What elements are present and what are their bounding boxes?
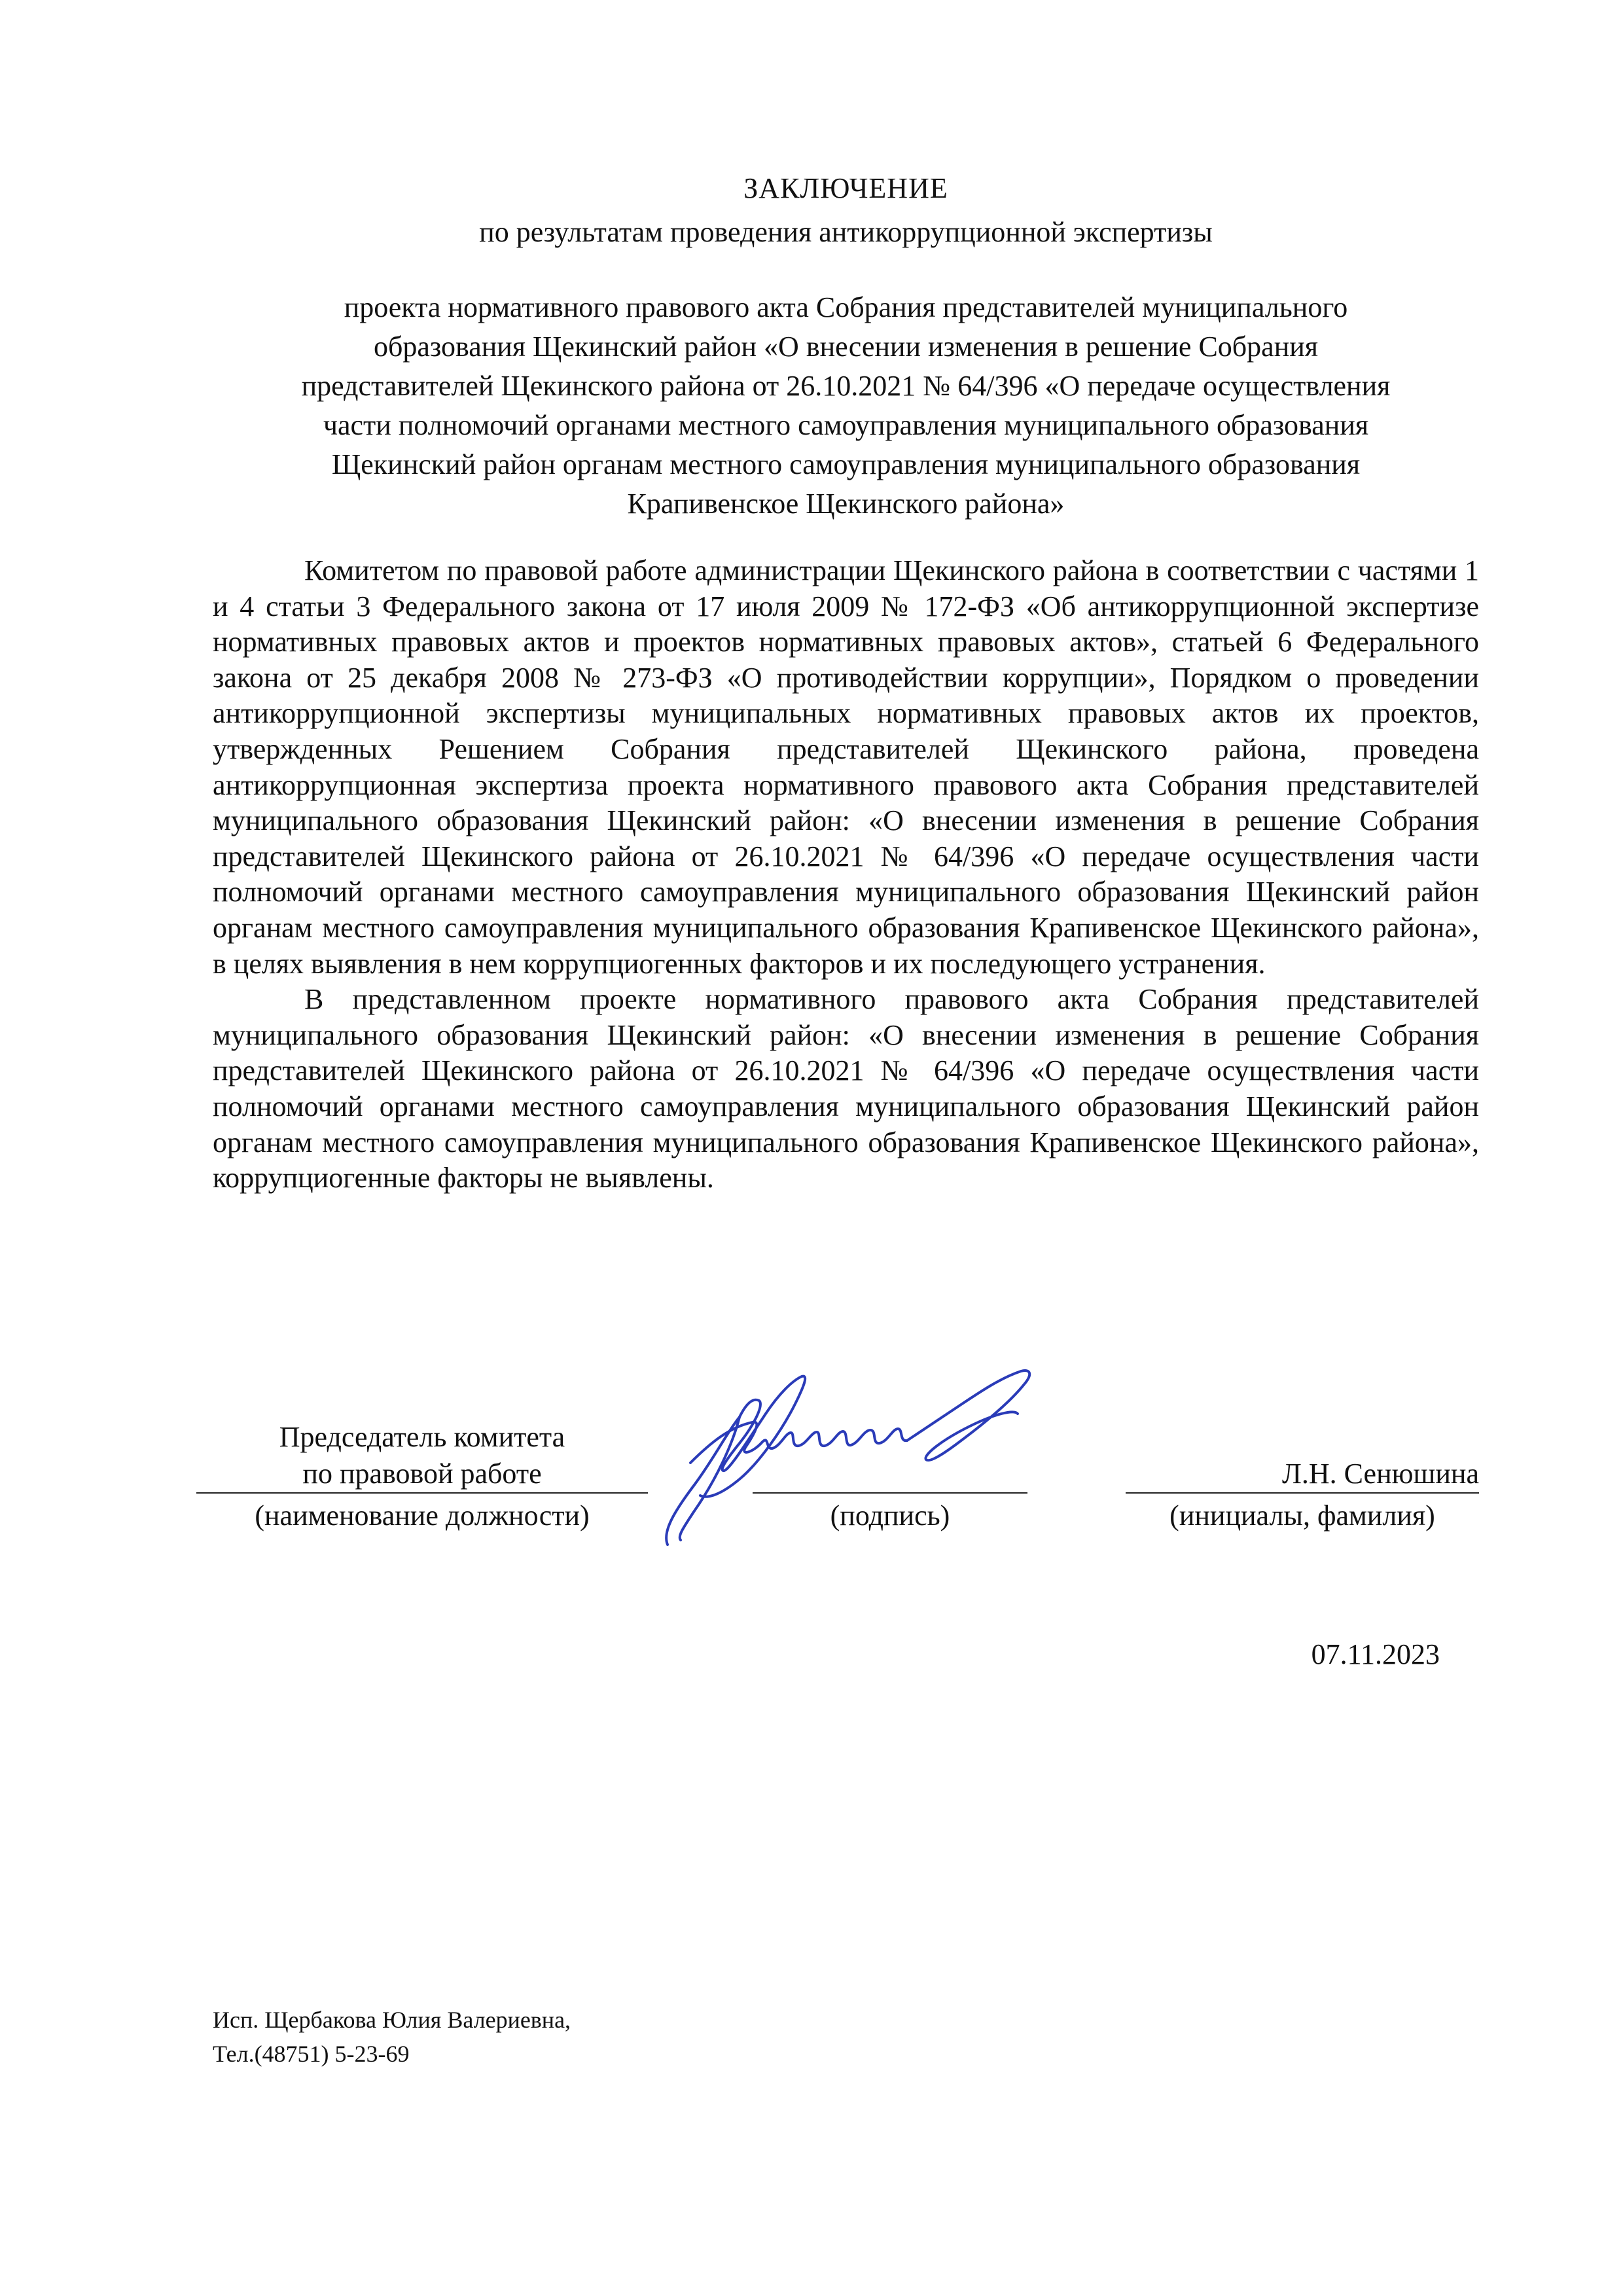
executor-phone: Тел.(48751) 5-23-69 <box>213 2041 410 2067</box>
project-line: части полномочий органами местного самоуправления муниципального образования <box>323 409 1369 441</box>
signature-caption: (подпись) <box>830 1499 950 1532</box>
project-line: Крапивенское Щекинского района» <box>627 488 1065 520</box>
project-line: Щекинский район органам местного самоуправления муниципального образования <box>331 448 1361 480</box>
handwritten-signature <box>654 1365 1113 1561</box>
position-line-2: по правовой работе <box>302 1458 542 1490</box>
executor-name: Исп. Щербакова Юлия Валериевна, <box>213 2007 571 2033</box>
document-title: ЗАКЛЮЧЕНИЕ <box>743 172 948 204</box>
document-date: 07.11.2023 <box>1311 1638 1440 1670</box>
name-caption: (инициалы, фамилия) <box>1169 1499 1435 1532</box>
project-title <box>213 288 1479 524</box>
position-line-1: Председатель комитета <box>279 1421 565 1453</box>
project-line: проекта нормативного правового акта Собрания представителей муниципального <box>344 291 1348 323</box>
document-body <box>213 553 1479 1196</box>
project-line: представителей Щекинского района от 26.10.2021 № 64/396 «О передаче осуществления <box>301 370 1391 402</box>
signatory-position <box>196 1420 648 1534</box>
signatory-name: Л.Н. Сенюшина <box>1282 1458 1479 1490</box>
body-paragraph-2: В представленном проекте нормативного правового акта Собрания представителей муниципального образования Щекинский район: «О внесении изменения в решение Собрания представителей Щекинского района от 26.10.2021 № 64/396 «О передаче осуществления части полномочий органами местного самоуправления муниципального образования Щекинский район органам местного самоуправления муниципального образования Крапивенское Щекинского района», коррупциогенные факторы не выявлены. <box>213 983 1479 1194</box>
project-line: образования Щекинский район «О внесении изменения в решение Собрания <box>373 331 1319 363</box>
position-caption: (наименование должности) <box>255 1499 590 1532</box>
signatory-name-field <box>1126 1420 1479 1534</box>
document-subtitle: по результатам проведения антикоррупционной экспертизы <box>479 216 1213 248</box>
body-paragraph-1: Комитетом по правовой работе администрации Щекинского района в соответствии с частями 1 и 4 статьи 3 Федерального закона от 17 июля 2009 № 172-ФЗ «Об антикоррупционной экспертизе нормативных правовых актов и проектов нормативных правовых актов», статьей 6 Федерального закона от 25 декабря 2008 № 273-ФЗ «О противодействии коррупции», Порядком о проведении антикоррупционной экспертизы муниципальных нормативных правовых актов их проектов, утвержденных Решением Собрания представителей Щекинского района, проведена антикоррупционная экспертиза проекта нормативного правового акта Собрания представителей муниципального образования Щекинский район: «О внесении изменения в решение Собрания представителей Щекинского района от 26.10.2021 № 64/396 «О передаче осуществления части полномочий органами местного самоуправления муниципального образования Щекинский район органам местного самоуправления муниципального образования Крапивенское Щекинского района», в целях выявления в нем коррупциогенных факторов и их последующего устранения. <box>213 554 1479 980</box>
executor-info <box>213 2003 571 2071</box>
